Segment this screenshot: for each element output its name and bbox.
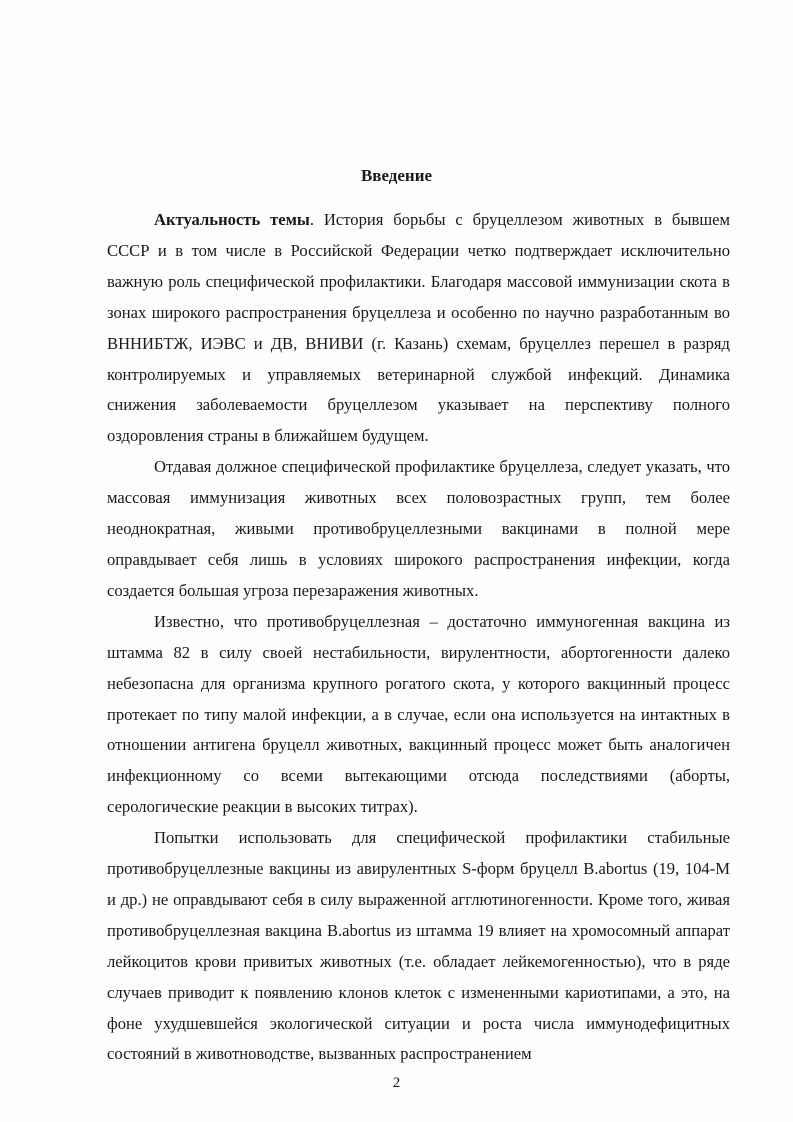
paragraph-text: Отдавая должное специфической профилактике бруцеллеза, следует указать, что массовая иммунизация животных всех половозрастных групп, тем более неоднократная, живыми противобруцеллезными вакцинами в полной мере оправдывает себя лишь в условиях широкого распространения инфекции, когда создается большая угроза перезаражения животных. — [107, 457, 730, 600]
section-title: Введение — [360, 166, 433, 185]
paragraph-lead: Актуальность темы — [154, 210, 310, 229]
body-text — [107, 205, 730, 1070]
paragraph-text: . История борьбы с бруцеллезом животных в бывшем СССР и в том числе в Российской Федерации четко подтверждает исключительно важную роль специфической профилактики. Благодаря массовой иммунизации скота в зонах широкого распространения бруцеллеза и особенно по научно разработанным во ВННИБТЖ, ИЭВС и ДВ, ВНИВИ (г. Казань) схемам, бруцеллез перешел в разряд контролируемых и управляемых ветеринарной службой инфекций. Динамика снижения заболеваемости бруцеллезом указывает на перспективу полного оздоровления страны в ближайшем будущем. — [107, 210, 730, 446]
paragraph-text: Известно, что противобруцеллезная – достаточно иммуногенная вакцина из штамма 82 в силу своей нестабильности, вирулентности, абортогенности далеко небезопасна для организма крупного рогатого скота, у которого вакцинный процесс протекает по типу малой инфекции, а в случае, если она используется на интактных в отношении антигена бруцелл животных, вакцинный процесс может быть аналогичен инфекционному со всеми вытекающими отсюда последствиями (аборты, серологические реакции в высоких титрах). — [107, 611, 730, 817]
page-number: 2 — [392, 1075, 401, 1091]
paragraph-s-form-vaccines — [107, 823, 730, 1070]
paragraph-mass-immunization — [107, 452, 730, 607]
paragraph-strain-82 — [107, 607, 730, 823]
paragraph-text: Попытки использовать для специфической профилактики стабильные противобруцеллезные вакцины из авирулентных S-форм бруцелл B.abortus (19, 104-М и др.) не оправдывают себя в силу выраженной агглютиногенности. Кроме того, живая противобруцеллезная вакцина B.abortus из штамма 19 влияет на хромосомный аппарат лейкоцитов крови привитых животных (т.е. обладает лейкемогенностью), что в ряде случаев приводит к появлению клонов клеток с измененными кариотипами, а это, на фоне ухудшевшейся экологической ситуации и роста числа иммунодефицитных состояний в животноводстве, вызванных распространением — [107, 828, 730, 1064]
paragraph-relevance — [107, 205, 730, 452]
